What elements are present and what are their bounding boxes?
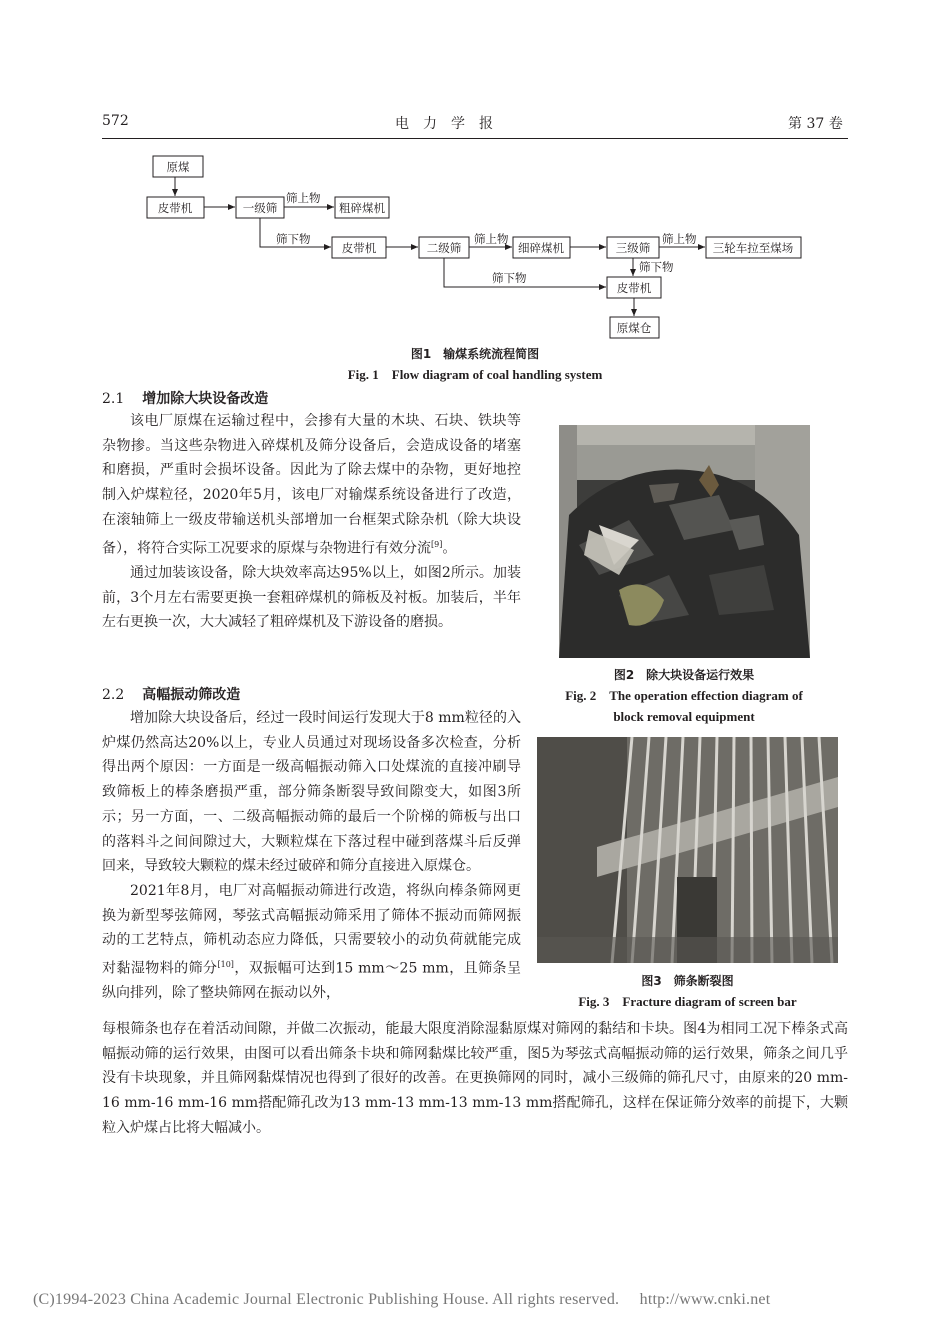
fig3-caption-cn: 图3 筛条断裂图 — [641, 974, 734, 988]
section-number: 2.1 — [102, 391, 125, 407]
section-2-1-body — [102, 409, 521, 635]
node-tricycle — [706, 237, 801, 258]
fig2-caption-en-1: Fig. 2 The operation effection diagram of — [565, 688, 803, 703]
fig2-caption-cn: 图2 除大块设备运行效果 — [613, 668, 755, 682]
citation: [9] — [431, 539, 443, 549]
node-fine-crusher — [513, 237, 570, 258]
svg-text:二级筛: 二级筛 — [426, 241, 462, 255]
svg-text:细碎煤机: 细碎煤机 — [518, 241, 564, 255]
section-2-2-heading — [102, 684, 240, 704]
node-belt-2 — [332, 237, 386, 258]
svg-text:原煤: 原煤 — [166, 160, 190, 174]
node-screen-2 — [419, 237, 469, 258]
section-2-1-heading — [102, 388, 268, 408]
flowchart — [0, 0, 950, 345]
svg-text:皮带机: 皮带机 — [616, 281, 652, 295]
edge-label-undersize-3: 筛下物 — [639, 260, 674, 274]
citation: [10] — [217, 960, 234, 970]
paragraph: 2021年8月，电厂对高幅振动筛进行改造，将纵向棒条筛网更换为新型琴弦筛网，琴弦式高幅振动筛采用了筛体不振动而筛网振动的工艺特点，筛机动态应力降低，只需要较小的动负荷就能完成对黏湿物料的筛分[10]，双振幅可达到15 mm～25 mm，且筛条呈纵向排列，除了整块筛网在振动以外， — [102, 882, 521, 1002]
node-raw-coal — [153, 156, 203, 177]
fig3-photo — [537, 737, 838, 963]
paragraph: 每根筛条也存在着活动间隙，并做二次振动，能最大限度消除湿黏原煤对筛网的黏结和卡块。图4为相同工况下棒条式高幅振动筛的运行效果，由图可以看出筛条卡块和筛网黏煤比较严重，图5为琴弦式高幅振动筛的运行效果，筛条之间几乎没有卡块现象，并且筛网黏煤情况也得到了很好的改善。在更换筛网的同时，减小三级筛的筛孔尺寸，由原来的20 mm-16 mm-16 mm-16 mm搭配筛孔改为13 mm-13 mm-13 mm-13 mm搭配筛孔，这样在保证筛分效率的前提下，大颗粒入炉煤占比将大幅减小。 — [102, 1021, 848, 1136]
paragraph: 增加除大块设备后，经过一段时间运行发现大于8 mm粒径的入炉煤仍然高达20%以上，专业人员通过对现场设备多次检查，分析得出两个原因：一方面是一级高幅振动筛入口处煤流的直接冲刷导致筛板上的棒条磨损严重，部分筛条断裂导致间隙变大，如图3所示；另一方面，一、二级高幅振动筛的最后一个阶梯的筛板与出口的落料斗之间间隙过大，大颗粒煤在下落过程中碰到落煤斗后反弹回来，导致较大颗粒的煤未经过破碎和筛分直接进入原煤仓。 — [102, 710, 521, 875]
svg-text:一级筛: 一级筛 — [242, 201, 278, 215]
volume-label: 第 37 卷 — [788, 116, 843, 132]
section-title: 增加除大块设备改造 — [142, 391, 269, 407]
edge-label-undersize-2: 筛下物 — [492, 271, 527, 285]
coal-pile-image — [559, 425, 810, 658]
fig3-caption-en: Fig. 3 Fracture diagram of screen bar — [578, 994, 797, 1009]
copyright-footer: (C)1994-2023 China Academic Journal Electronic Publishing House. All rights reserved. http://www.cnki.net — [33, 1291, 771, 1308]
screen-bar-image — [537, 737, 838, 963]
section-title: 高幅振动筛改造 — [142, 687, 241, 703]
node-screen-3 — [607, 237, 659, 258]
edge-label-oversize-1: 筛上物 — [286, 191, 321, 205]
fig2-photo — [559, 425, 810, 658]
paragraph: 通过加装该设备，除大块效率高达95%以上，如图2所示。加装前，3个月左右需要更换一套粗碎煤机的筛板及衬板。加装后，半年左右更换一次，大大减轻了粗碎煤机及下游设备的磨损。 — [102, 564, 521, 631]
node-coarse-crusher — [335, 197, 389, 218]
edge-label-undersize-1: 筛下物 — [276, 232, 311, 246]
node-belt-3 — [607, 277, 661, 298]
fig2-caption-en-2: block removal equipment — [613, 709, 755, 724]
paragraph: 该电厂原煤在运输过程中，会掺有大量的木块、石块、铁块等杂物掺。当这些杂物进入碎煤机及筛分设备后，会造成设备的堵塞和磨损，严重时会损坏设备。因此为了除去煤中的杂物，更好地控制入炉煤粒径，2020年5月，该电厂对输煤系统设备进行了改造，在滚轴筛上一级皮带输送机头部增加一台框架式除杂机（除大块设备），将符合实际工况要求的原煤与杂物进行有效分流[9]。 — [102, 413, 521, 557]
edge-label-oversize-2: 筛上物 — [474, 232, 509, 246]
fig1-caption-en: Fig. 1 Flow diagram of coal handling system — [347, 367, 603, 382]
section-number: 2.2 — [102, 687, 125, 703]
section-2-2-body — [102, 706, 521, 1006]
svg-text:皮带机: 皮带机 — [341, 241, 377, 255]
svg-text:三轮车拉至煤场: 三轮车拉至煤场 — [712, 241, 794, 255]
section-2-2-continuation — [102, 1017, 848, 1141]
edge-label-oversize-3: 筛上物 — [662, 232, 697, 246]
journal-title: 电 力 学 报 — [395, 116, 493, 132]
node-screen-1 — [236, 197, 284, 218]
node-belt-1 — [147, 197, 204, 218]
svg-text:三级筛: 三级筛 — [615, 241, 651, 255]
fig1-caption-cn: 图1 输煤系统流程简图 — [410, 347, 540, 361]
svg-text:皮带机: 皮带机 — [157, 201, 193, 215]
svg-text:粗碎煤机: 粗碎煤机 — [339, 201, 385, 215]
node-raw-coal-bin — [610, 317, 659, 338]
svg-text:原煤仓: 原煤仓 — [616, 321, 652, 335]
page-number: 572 — [102, 113, 129, 129]
